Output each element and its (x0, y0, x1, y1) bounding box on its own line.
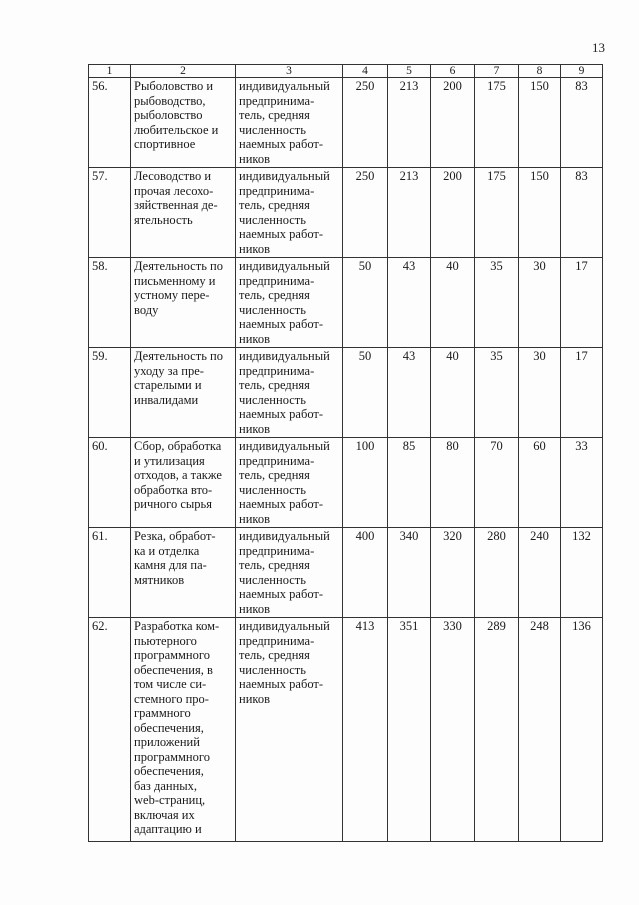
category-line: индивидуальный (239, 169, 330, 183)
row-number: 59. (89, 348, 131, 438)
value-cell: 200 (431, 168, 475, 258)
value-cell: 40 (431, 348, 475, 438)
activity-line: стемного про- (134, 691, 209, 706)
category-line: наемных работ- (239, 407, 324, 421)
value-cell: 80 (431, 438, 475, 528)
column-header: 5 (388, 65, 431, 78)
activity-line: включая их (134, 807, 195, 822)
value-cell: 213 (388, 78, 431, 168)
value-cell: 136 (561, 618, 603, 842)
value-cell: 60 (519, 438, 561, 528)
value-cell: 150 (519, 168, 561, 258)
activity-line: обеспечения, (134, 720, 204, 735)
value-cell: 83 (561, 168, 603, 258)
category-line: тель, средняя (239, 468, 310, 482)
value-cell: 320 (431, 528, 475, 618)
value-cell: 35 (475, 258, 519, 348)
category-line: индивидуальный (239, 529, 330, 543)
category-line: численность (239, 662, 306, 677)
column-header: 6 (431, 65, 475, 78)
activity-line: отходов, а также (134, 468, 222, 482)
value-cell: 150 (519, 78, 561, 168)
row-number: 56. (89, 78, 131, 168)
value-cell: 50 (343, 348, 388, 438)
activity-line: воду (134, 302, 159, 317)
category-line: предпринима- (239, 363, 315, 378)
value-cell: 240 (519, 528, 561, 618)
category-line: индивидуальный (239, 349, 330, 363)
category-line: ников (239, 421, 270, 436)
taxpayer-category (236, 258, 343, 348)
column-header: 9 (561, 65, 603, 78)
category-line: тель, средняя (239, 198, 310, 212)
category-line: предпринима- (239, 633, 315, 648)
category-line: ников (239, 601, 270, 616)
category-line: индивидуальный (239, 79, 330, 93)
activity-line: Сбор, обработка (134, 439, 222, 453)
activity-line: старелыми и (134, 378, 202, 392)
category-line: наемных работ- (239, 137, 324, 151)
value-cell: 35 (475, 348, 519, 438)
table-row (89, 618, 603, 842)
activity-line: обеспечения, (134, 764, 204, 778)
value-cell: 330 (431, 618, 475, 842)
category-line: численность (239, 212, 306, 227)
activity-line: любительское и (134, 122, 219, 137)
category-line: предпринима- (239, 93, 315, 108)
activity-line: рыбоводство, (134, 93, 206, 108)
activity-line: том числе си- (134, 677, 207, 691)
category-line: тель, средняя (239, 378, 310, 392)
table-row (89, 438, 603, 528)
category-line: наемных работ- (239, 497, 324, 511)
column-header: 8 (519, 65, 561, 78)
value-cell: 248 (519, 618, 561, 842)
table-row (89, 348, 603, 438)
activity-line: Деятельность по (134, 259, 223, 273)
category-line: ников (239, 241, 270, 256)
activity-line: устному пере- (134, 288, 210, 302)
category-line: ников (239, 691, 270, 706)
activity-line: спортивное (134, 137, 196, 151)
activity-line: ятельность (134, 212, 193, 227)
value-cell: 40 (431, 258, 475, 348)
category-line: предпринима- (239, 273, 315, 288)
category-line: наемных работ- (239, 227, 324, 241)
taxpayer-category (236, 348, 343, 438)
value-cell: 175 (475, 168, 519, 258)
value-cell: 85 (388, 438, 431, 528)
category-line: наемных работ- (239, 677, 324, 691)
value-cell: 351 (388, 618, 431, 842)
category-line: численность (239, 482, 306, 497)
activity-line: мятников (134, 572, 185, 587)
activity-line: инвалидами (134, 392, 199, 407)
activity-line: письменному и (134, 273, 216, 288)
table-body (89, 78, 603, 842)
activity-line: Деятельность по (134, 349, 223, 363)
value-cell: 200 (431, 78, 475, 168)
row-number: 60. (89, 438, 131, 528)
activity-line: граммного (134, 706, 191, 720)
taxpayer-category (236, 78, 343, 168)
column-header: 1 (89, 65, 131, 78)
activity-line: Лесоводство и (134, 169, 212, 183)
value-cell: 17 (561, 258, 603, 348)
activity-line: программного (134, 749, 210, 764)
table-row (89, 78, 603, 168)
table-row (89, 168, 603, 258)
value-cell: 250 (343, 78, 388, 168)
activity-name (131, 618, 236, 842)
table-header-row (89, 65, 603, 78)
value-cell: 17 (561, 348, 603, 438)
column-header: 3 (236, 65, 343, 78)
category-line: тель, средняя (239, 558, 310, 572)
activity-line: баз данных, (134, 778, 198, 793)
activity-line: обеспечения, в (134, 662, 213, 677)
value-cell: 30 (519, 348, 561, 438)
value-cell: 340 (388, 528, 431, 618)
value-cell: 400 (343, 528, 388, 618)
activity-line: Разработка ком- (134, 619, 220, 633)
category-line: предпринима- (239, 183, 315, 198)
category-line: индивидуальный (239, 259, 330, 273)
row-number: 58. (89, 258, 131, 348)
activity-line: программного (134, 648, 210, 662)
category-line: наемных работ- (239, 317, 324, 331)
activity-line: обработка вто- (134, 482, 213, 497)
activity-line: прочая лесохо- (134, 183, 214, 198)
category-line: индивидуальный (239, 439, 330, 453)
value-cell: 289 (475, 618, 519, 842)
taxpayer-category (236, 168, 343, 258)
category-line: тель, средняя (239, 288, 310, 302)
value-cell: 100 (343, 438, 388, 528)
category-line: предпринима- (239, 453, 315, 468)
activity-name (131, 168, 236, 258)
row-number: 57. (89, 168, 131, 258)
activity-line: адаптацию и (134, 822, 202, 836)
category-line: численность (239, 122, 306, 137)
value-cell: 132 (561, 528, 603, 618)
category-line: ников (239, 511, 270, 526)
value-cell: 413 (343, 618, 388, 842)
value-cell: 30 (519, 258, 561, 348)
value-cell: 43 (388, 258, 431, 348)
category-line: численность (239, 302, 306, 317)
activity-name (131, 348, 236, 438)
activity-line: зяйственная де- (134, 198, 218, 212)
activity-line: рыболовство (134, 108, 203, 122)
activity-line: и утилизация (134, 453, 205, 468)
table-row (89, 258, 603, 348)
column-header: 4 (343, 65, 388, 78)
value-cell: 83 (561, 78, 603, 168)
activity-line: Рыболовство и (134, 79, 214, 93)
column-header: 7 (475, 65, 519, 78)
column-header: 2 (131, 65, 236, 78)
activity-line: камня для па- (134, 558, 207, 572)
value-cell: 175 (475, 78, 519, 168)
taxpayer-category (236, 618, 343, 842)
category-line: наемных работ- (239, 587, 324, 601)
activity-name (131, 528, 236, 618)
category-line: ников (239, 151, 270, 166)
activity-name (131, 78, 236, 168)
tax-rates-table (88, 64, 603, 842)
category-line: численность (239, 572, 306, 587)
page-number: 13 (592, 40, 605, 55)
category-line: ников (239, 331, 270, 346)
activity-line: приложений (134, 735, 200, 749)
value-cell: 70 (475, 438, 519, 528)
category-line: численность (239, 392, 306, 407)
value-cell: 43 (388, 348, 431, 438)
table-row (89, 528, 603, 618)
taxpayer-category (236, 528, 343, 618)
value-cell: 280 (475, 528, 519, 618)
activity-line: Резка, обработ- (134, 529, 216, 543)
category-line: тель, средняя (239, 648, 310, 662)
activity-line: web-страниц, (134, 793, 206, 807)
row-number: 62. (89, 618, 131, 842)
value-cell: 33 (561, 438, 603, 528)
value-cell: 250 (343, 168, 388, 258)
activity-line: ричного сырья (134, 497, 213, 511)
value-cell: 50 (343, 258, 388, 348)
activity-line: ка и отделка (134, 543, 200, 558)
category-line: предпринима- (239, 543, 315, 558)
category-line: индивидуальный (239, 619, 330, 633)
activity-name (131, 258, 236, 348)
category-line: тель, средняя (239, 108, 310, 122)
taxpayer-category (236, 438, 343, 528)
value-cell: 213 (388, 168, 431, 258)
activity-name (131, 438, 236, 528)
row-number: 61. (89, 528, 131, 618)
activity-line: уходу за пре- (134, 363, 204, 378)
activity-line: пьютерного (134, 633, 197, 648)
